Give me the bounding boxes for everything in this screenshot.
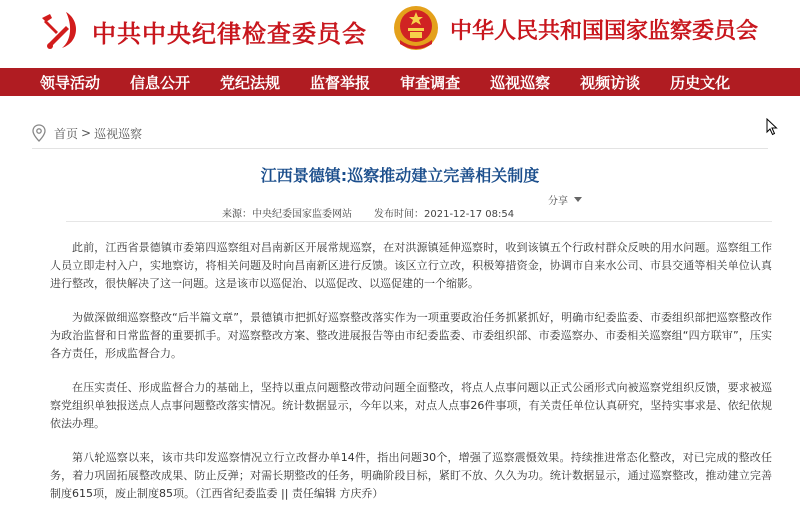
article-paragraph: 此前，江西省景德镇市委第四巡察组对昌南新区开展常规巡察，在对洪源镇延伸巡察时，收到该镇五个行政村群众反映的用水问题。巡察组工作人员立即走村入户，实地察访，将相关问题及时向昌南新区进行反馈。该区立行立改，积极筹措资金，协调市自来水公司、市县交通等相关单位认真进行整改，很快解决了这一问题。这是该市以巡促治、以巡促改、以巡促建的一个缩影。 [50,241,772,290]
site-header [0,0,800,62]
location-pin-icon [32,124,46,142]
party-emblem-icon[interactable] [36,6,84,54]
nav-item-history[interactable]: 历史文化 [670,73,731,92]
chevron-down-icon [574,197,582,202]
national-emblem-icon[interactable] [392,4,440,54]
nav-item-regulations[interactable]: 党纪法规 [220,73,281,92]
breadcrumb [32,124,142,142]
article-publish-time: 发布时间：2021-12-17 08:54 [374,209,515,220]
site-name-ccdi[interactable]: 中共中央纪律检查委员会 [92,19,367,48]
mouse-cursor-icon [766,118,778,136]
nav-item-video[interactable]: 视频访谈 [580,73,641,92]
article-paragraph: 为做深做细巡察整改“后半篇文章”，景德镇市把抓好巡察整改落实作为一项重要政治任务抓紧抓好，明确市纪委监委、市委组织部把巡察整改作为政治监督和日常监督的重要抓手。对巡察整改方案、整改进展报告等由市纪委监委、市委组织部、市委巡察办、市委相关巡察组“四方联审”，压实各方责任，形成监督合力。 [50,311,772,360]
breadcrumb-divider [32,148,768,149]
nav-item-leadership[interactable]: 领导活动 [40,73,101,92]
breadcrumb-home-link[interactable]: 首页 [54,126,79,141]
share-label: 分享 [548,196,568,207]
main-nav [0,68,800,96]
article-paragraph: 第八轮巡察以来，该市共印发巡察情况立行立改督办单14件，指出问题30个，增强了巡察震慑效果。持续推进常态化整改，对已完成的整改任务，着力巩固拓展整改成果、防止反弹；对需长期整改的任务，明确阶段目标，紧盯不放、久久为功。统计数据显示，通过巡察整改，推动建立完善制度615项，废止制度85项。（江西省纪委监委 || 责任编辑 方庆乔） [50,451,772,500]
nav-item-inspection[interactable]: 巡视巡察 [490,73,551,92]
article-body [50,239,772,503]
breadcrumb-separator: > [81,126,92,140]
share-button[interactable] [548,192,582,207]
nav-item-report[interactable]: 监督举报 [310,73,371,92]
article-source: 来源：中央纪委国家监委网站 [222,209,352,220]
breadcrumb-current-link[interactable]: 巡视巡察 [94,126,143,141]
article-meta [222,205,514,220]
nav-item-investigation[interactable]: 审查调查 [400,73,461,92]
article-paragraph: 在压实责任、形成监督合力的基础上，坚持以重点问题整改带动问题全面整改，将点人点事问题以正式公函形式向被巡察党组织反馈，要求被巡察党组织单独报送点人点事问题整改落实情况。统计数据显示，今年以来，对点人点事26件事项，有关责任单位认真研究，坚持实事求是、依纪依规依法办理。 [50,381,772,430]
article-title: 江西景德镇:巡察推动建立完善相关制度 [260,166,540,185]
meta-divider [66,221,772,222]
nav-item-info-disclosure[interactable]: 信息公开 [130,73,191,92]
site-name-nsc[interactable]: 中华人民共和国国家监察委员会 [450,18,759,44]
